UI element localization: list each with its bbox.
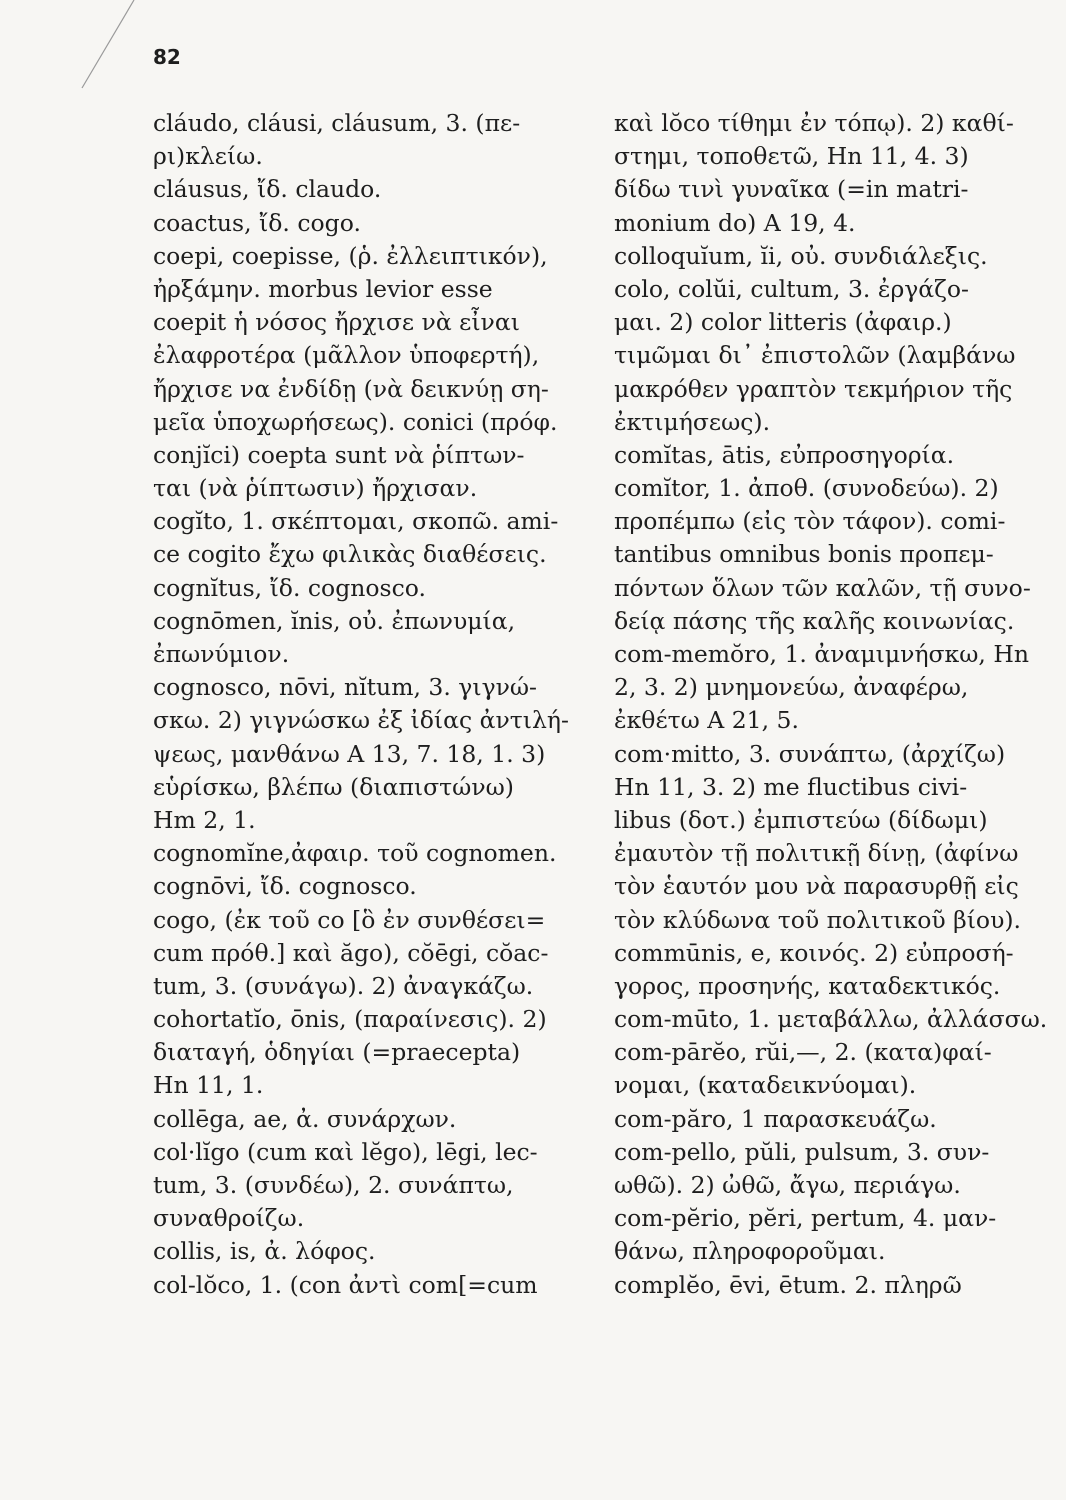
dictionary-line: com-pārĕo, rŭi,—, 2. (κατα)φαί- [614, 1038, 992, 1067]
dictionary-line: σκω. 2) γιγνώσκω ἐξ ἰδίας ἀντιλή- [153, 706, 569, 735]
right-column [614, 107, 1054, 1302]
dictionary-line: comĭtor, 1. ἀποθ. (συνοδεύω). 2) [614, 474, 999, 503]
dictionary-line: coepit ἡ νόσος ἤρχισε νὰ εἶναι [153, 308, 520, 337]
dictionary-line: cognōmen, ĭnis, οὐ. ἐπωνυμία, [153, 606, 516, 635]
dictionary-line: μακρόθεν γραπτὸν τεκμήριον τῆς [614, 374, 1013, 403]
dictionary-line: cum πρόθ.] καὶ ăgo), cŏēgi, cŏac- [153, 938, 549, 967]
page-number: 82 [153, 45, 181, 69]
dictionary-line: θάνω, πληροφοροῦμαι. [614, 1237, 886, 1266]
dictionary-line: com-mūto, 1. μεταβάλλω, ἀλλάσσω. [614, 1005, 1048, 1034]
dictionary-line: tum, 3. (συνάγω). 2) ἀναγκάζω. [153, 971, 534, 1000]
dictionary-line: ce cogito ἔχω φιλικὰς διαθέσεις. [153, 540, 547, 569]
dictionary-line: προπέμπω (εἰς τὸν τάφον). comi- [614, 507, 1006, 536]
dictionary-line: ἤρχισε να ἐνδίδῃ (νὰ δεικνύῃ ση- [153, 374, 549, 403]
dictionary-line: Hn 11, 1. [153, 1071, 264, 1100]
left-column [153, 107, 583, 1302]
dictionary-line: complĕo, ēvi, ētum. 2. πληρῶ [614, 1270, 962, 1299]
dictionary-line: cognomĭne,ἀφαιρ. τοῦ cognomen. [153, 839, 557, 868]
dictionary-line: cognōvi, ἴδ. cognosco. [153, 872, 417, 901]
dictionary-line: tantibus omnibus bonis προπεμ- [614, 540, 994, 569]
dictionary-line: δείᾳ πάσης τῆς καλῆς κοινωνίας. [614, 606, 1015, 635]
dictionary-line: συναθροίζω. [153, 1204, 305, 1233]
dictionary-line: γορος, προσηνής, καταδεκτικός. [614, 971, 1001, 1000]
dictionary-line: colo, colŭi, cultum, 3. ἐργάζο- [614, 274, 970, 303]
dictionary-line: comĭtas, ātis, εὐπροσηγορία. [614, 440, 955, 469]
dictionary-line: διαταγή, ὁδηγίαι (=praecepta) [153, 1038, 521, 1067]
dictionary-line: μαι. 2) color litteris (ἀφαιρ.) [614, 308, 952, 337]
dictionary-line: com-pĕrio, pĕri, pertum, 4. μαν- [614, 1204, 997, 1233]
dictionary-line: cohortatĭo, ōnis, (παραίνεσις). 2) [153, 1005, 547, 1034]
dictionary-line: δίδω τινὶ γυναῖκα (=in matri- [614, 175, 969, 204]
dictionary-line: com-păro, 1 παρασκευάζω. [614, 1104, 937, 1133]
dictionary-line: ρι)κλείω. [153, 142, 263, 171]
dictionary-line: νομαι, (καταδεικνύομαι). [614, 1071, 917, 1100]
dictionary-line: Hm 2, 1. [153, 805, 256, 834]
dictionary-line: ἐκτιμήσεως). [614, 407, 771, 436]
dictionary-line: libus (δοτ.) ἐμπιστεύω (δίδωμι) [614, 805, 988, 834]
dictionary-line: ἐμαυτὸν τῇ πολιτικῇ δίνῃ, (ἀφίνω [614, 839, 1019, 868]
dictionary-line: conjĭci) coepta sunt νὰ ῥίπτων- [153, 440, 525, 469]
dictionary-line: μεῖα ὑποχωρήσεως). conici (πρόφ. [153, 407, 558, 436]
dictionary-line: ψεως, μανθάνω Α 13, 7. 18, 1. 3) [153, 739, 546, 768]
dictionary-line: ωθῶ). 2) ὠθῶ, ἄγω, περιάγω. [614, 1171, 961, 1199]
dictionary-line: col-lŏco, 1. (con ἀντὶ com[=cum [153, 1270, 538, 1299]
dictionary-line: καὶ lŏco τίθημι ἐν τόπῳ). 2) καθί- [614, 109, 1014, 137]
dictionary-line: cogĭto, 1. σκέπτομαι, σκοπῶ. ami- [153, 507, 559, 536]
dictionary-line: collis, is, ἀ. λόφος. [153, 1237, 376, 1266]
dictionary-line: cogo, (ἐκ τοῦ co [ὃ ἐν συνθέσει= [153, 905, 546, 934]
dictionary-line: col·lĭgo (cum καὶ lĕgo), lēgi, lec- [153, 1137, 538, 1166]
dictionary-line: collēga, ae, ἀ. συνάρχων. [153, 1104, 457, 1133]
dictionary-line: cognosco, nōvi, nĭtum, 3. γιγνώ- [153, 673, 537, 702]
dictionary-line: τὸν ἑαυτόν μου νὰ παρασυρθῇ εἰς [614, 872, 1019, 901]
dictionary-line: coactus, ἴδ. cogo. [153, 208, 361, 237]
dictionary-line: πόντων ὅλων τῶν καλῶν, τῇ συνο- [614, 573, 1031, 602]
dictionary-line: Hn 11, 3. 2) me fluctibus civi- [614, 772, 968, 801]
dictionary-line: 2, 3. 2) μνημονεύω, ἀναφέρω, [614, 673, 969, 702]
dictionary-line: coepi, coepisse, (ῥ. ἐλλειπτικόν), [153, 241, 548, 270]
dictionary-line: colloquĭum, ĭi, οὐ. συνδιάλεξις. [614, 241, 988, 270]
dictionary-line: ται (νὰ ῥίπτωσιν) ἤρχισαν. [153, 474, 478, 503]
dictionary-line: com-pello, pŭli, pulsum, 3. συν- [614, 1137, 990, 1166]
scan-mark-line [78, 0, 138, 90]
dictionary-line: στημι, τοποθετῶ, Hn 11, 4. 3) [614, 142, 969, 171]
dictionary-line: ἐλαφροτέρα (μᾶλλον ὑποφερτή), [153, 341, 540, 370]
dictionary-line: com·mitto, 3. συνάπτω, (ἀρχίζω) [614, 739, 1006, 768]
dictionary-line: ἠρξάμην. morbus levior esse [153, 274, 493, 303]
dictionary-line: commūnis, e, κοινός. 2) εὐπροσή- [614, 938, 1014, 967]
dictionary-line: cláudo, cláusi, cláusum, 3. (πε- [153, 109, 521, 137]
dictionary-line: εὑρίσκω, βλέπω (διαπιστώνω) [153, 772, 514, 801]
dictionary-line: ἐκθέτω Α 21, 5. [614, 706, 799, 735]
dictionary-line: monium do) Α 19, 4. [614, 208, 856, 237]
dictionary-line: ἐπωνύμιον. [153, 640, 290, 668]
dictionary-line: com-memŏro, 1. ἀναμιμνήσκω, Hn [614, 640, 1029, 668]
dictionary-line: cognĭtus, ἴδ. cognosco. [153, 573, 426, 602]
dictionary-line: tum, 3. (συνδέω), 2. συνάπτω, [153, 1171, 514, 1199]
dictionary-line: τὸν κλύδωνα τοῦ πολιτικοῦ βίου). [614, 905, 1021, 934]
dictionary-line: τιμῶμαι δι᾿ ἐπιστολῶν (λαμβάνω [614, 341, 1016, 370]
dictionary-line: cláusus, ἴδ. claudo. [153, 175, 382, 204]
